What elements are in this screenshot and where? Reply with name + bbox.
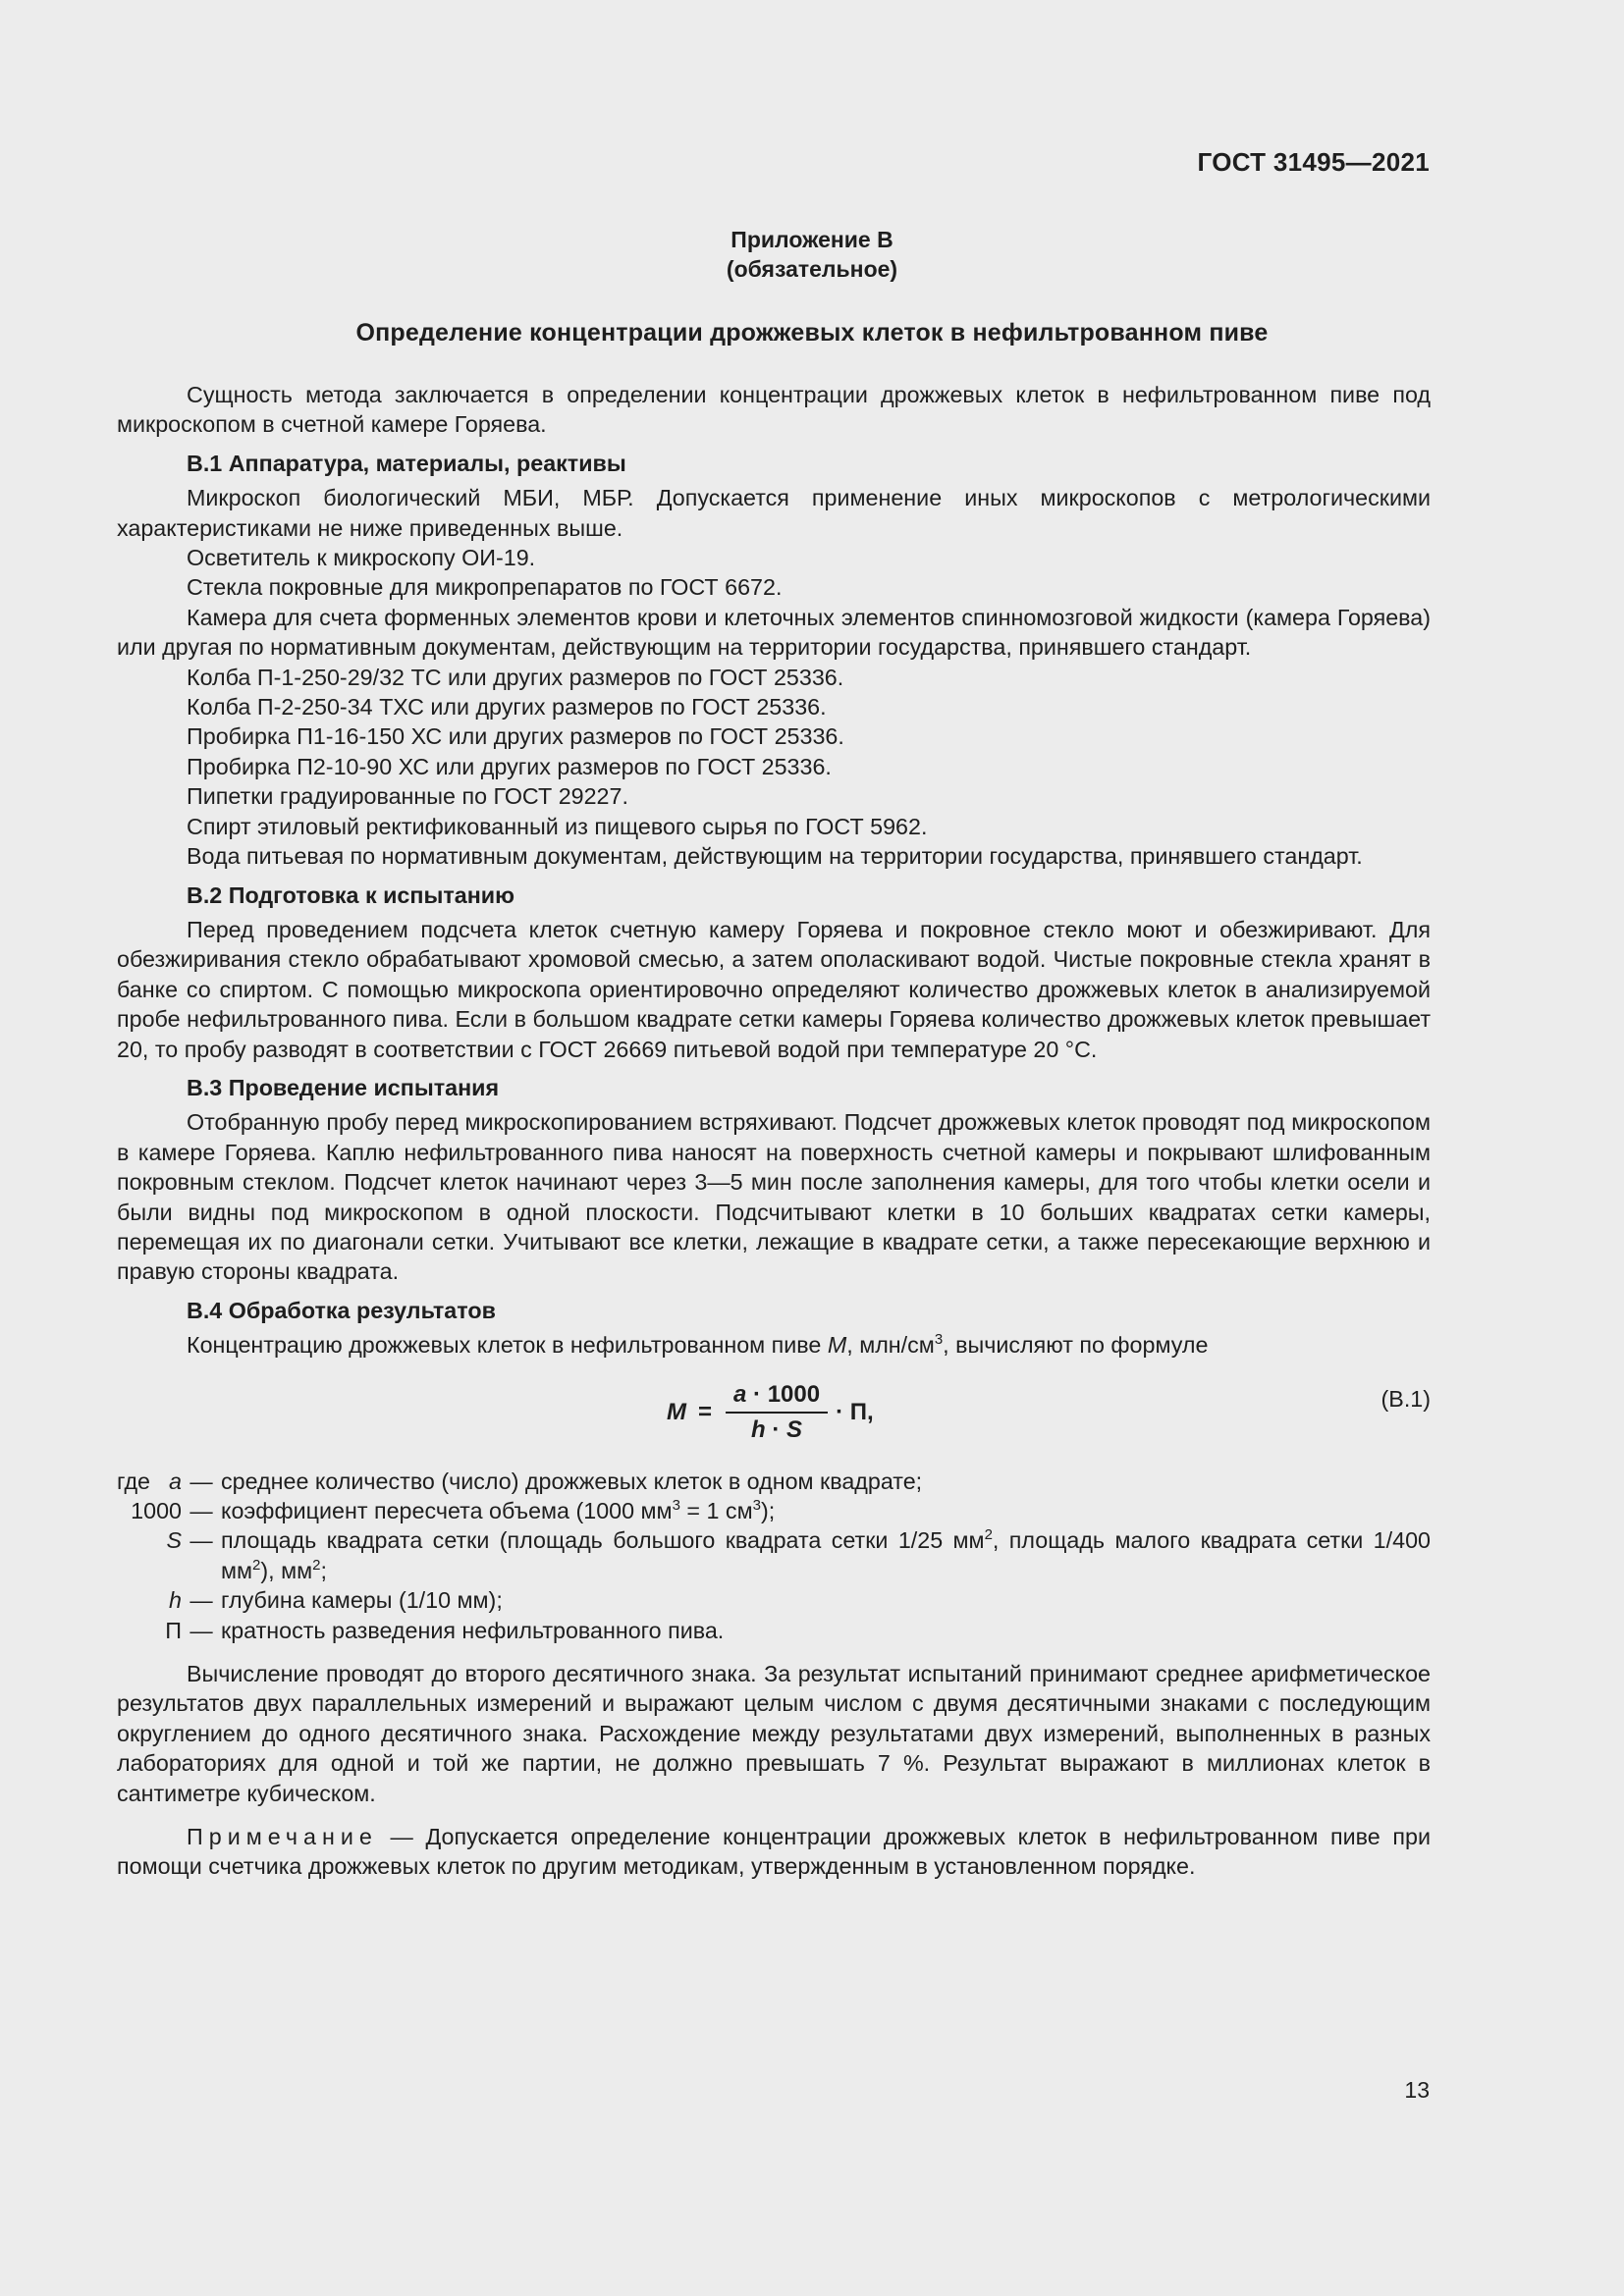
where-symbol: h — [169, 1587, 182, 1614]
page-number: 13 — [1404, 2077, 1430, 2103]
b1-item: Стекла покровные для микропрепаратов по ГОСТ 6672. — [187, 574, 783, 601]
b1-item: Вода питьевая по нормативным документам, действующим на территории государства, принявшего стандарт. — [187, 843, 1363, 870]
intro-paragraph: Сущность метода заключается в определении концентрации дрожжевых клеток в нефильтрованном пиве под микроскопом в счетной камере Горяева. — [117, 382, 1431, 438]
b1-item: Пипетки градуированные по ГОСТ 29227. — [187, 783, 628, 810]
fraction-denominator: h · S — [751, 1416, 803, 1443]
formula-lhs: M — [667, 1398, 686, 1425]
note-paragraph: Примечание — Допускается определение концентрации дрожжевых клеток в нефильтрованном пиве при помощи счетчика дрожжевых клеток по другим методикам, утвержденным в установленном порядке. — [117, 1824, 1431, 1880]
formula-fraction — [726, 1380, 828, 1446]
heading-b4: В.4 Обработка результатов — [187, 1297, 496, 1323]
annex-heading — [0, 225, 1624, 284]
where-symbol: a — [169, 1468, 182, 1494]
formula-row — [117, 1380, 1431, 1461]
b1-item: Колба П-2-250-34 ТХС или других размеров по ГОСТ 25336. — [187, 694, 827, 721]
where-symbol: 1000 — [131, 1498, 182, 1523]
where-row: S — площадь квадрата сетки (площадь большого квадрата сетки 1/25 $мм^2$, площадь малого квадрата сетки 1/400 $мм^2$), $мм^2$; — [117, 1525, 1431, 1585]
result-paragraph: Вычисление проводят до второго десятичного знака. За результат испытаний принимают среднее арифметическое результатов двух параллельных измерений и выражают целым числом с двумя десятичными знаками с последующим округлением до одного десятичного знака. Расхождение между результатами двух измерений, выполненных в разных лабораториях для одной и той же партии, не должно превышать 7 %. Результат выражают в миллионах клеток в сантиметре кубическом. — [117, 1661, 1431, 1806]
where-row: где a — среднее количество (число) дрожжевых клеток в одном квадрате; — [117, 1467, 1431, 1496]
b2-paragraph: Перед проведением подсчета клеток счетную камеру Горяева и покровное стекло моют и обезжиривают. Для обезжиривания стекло обрабатывают хромовой смесью, а затем ополаскивают водой. Чистые покровные стекла хранят в банке со спиртом. С помощью микроскопа ориентировочно определяют количество дрожжевых клеток в анализируемой пробе нефильтрованного пива. Если в большом квадрате сетки камеры Горяева количество дрожжевых клеток превышает 20, то пробу разводят в соответствии с ГОСТ 26669 питьевой водой при температуре 20 °С. — [117, 916, 1431, 1062]
where-desc: кратность разведения нефильтрованного пива. — [221, 1617, 725, 1643]
b1-item: Пробирка П1-16-150 ХС или других размеров по ГОСТ 25336. — [187, 723, 844, 750]
heading-b3: В.3 Проведение испытания — [187, 1074, 500, 1100]
b1-item: Спирт этиловый ректификованный из пищевого сырья по ГОСТ 5962. — [187, 813, 928, 839]
heading-b1: В.1 Аппаратура, материалы, реактивы — [187, 450, 626, 476]
b4-lead: Концентрацию дрожжевых клеток в нефильтрованном пиве М, млн/$см^3$, вычисляют по формуле — [187, 1331, 1209, 1359]
b3-paragraph: Отобранную пробу перед микроскопированием встряхивают. Подсчет дрожжевых клеток проводят под микроскопом в камере Горяева. Каплю нефильтрованного пива наносят на поверхность счетной камеры и покрывают шлифованным покровным стеклом. Подсчет клеток начинают через 3—5 мин после заполнения камеры, для того чтобы клетки осели и были видны под микроскопом в одной плоскости. Подсчитывают клетки в 10 больших квадратах сетки камеры, перемещая их по диагонали сетки. Учитывают все клетки, лежащие в квадрате сетки, а также пересекающие верхнюю и правую стороны квадрата. — [117, 1109, 1431, 1285]
formula-tail: · П, — [836, 1398, 874, 1425]
where-symbol: S — [166, 1527, 182, 1554]
b1-item: Осветитель к микроскопу ОИ-19. — [187, 545, 536, 571]
b1-item: Колба П-1-250-29/32 ТС или других размеров по ГОСТ 25336. — [187, 664, 844, 690]
fraction-numerator: a · 1000 — [726, 1380, 828, 1414]
where-desc: среднее количество (число) дрожжевых клеток в одном квадрате; — [221, 1468, 923, 1494]
where-symbol: П — [165, 1617, 182, 1643]
note-label: Примечание — [187, 1824, 378, 1850]
where-desc: коэффициент пересчета объема (1000 $мм^3 = 1$ $см^3$); — [221, 1497, 776, 1523]
equation-number: (В.1) — [1380, 1385, 1431, 1412]
where-list — [117, 1467, 1431, 1645]
document-id: ГОСТ 31495—2021 — [1197, 147, 1430, 177]
where-row: h — глубина камеры (1/10 мм); — [117, 1585, 1431, 1615]
b1-item: Камера для счета форменных элементов крови и клеточных элементов спинномозговой жидкости (камера Горяева) или другая по нормативным документам, действующим на территории государства, принявшего стандарт. — [117, 604, 1431, 661]
heading-b2: В.2 Подготовка к испытанию — [187, 881, 515, 908]
where-desc: глубина камеры (1/10 мм); — [221, 1587, 503, 1614]
formula-equals: = — [698, 1398, 713, 1425]
where-word: где — [117, 1468, 151, 1494]
where-row: П — кратность разведения нефильтрованного пива. — [117, 1616, 1431, 1645]
b1-item: Пробирка П2-10-90 ХС или других размеров по ГОСТ 25336. — [187, 753, 832, 779]
document-body — [117, 380, 1431, 1882]
section-title: Определение концентрации дрожжевых клеток в нефильтрованном пиве — [355, 319, 1269, 347]
where-desc: площадь квадрата сетки (площадь большого квадрата сетки 1/25 $мм^2$, площадь малого квадрата сетки 1/400 $мм^2$), $мм^2$; — [221, 1526, 1431, 1583]
annex-title: Приложение В — [731, 227, 893, 252]
where-row: 1000 — коэффициент пересчета объема (1000 $мм^3 = 1$ $см^3$); — [117, 1496, 1431, 1525]
formula — [667, 1380, 874, 1446]
b1-item: Микроскоп биологический МБИ, МБР. Допускается применение иных микроскопов с метрологическими характеристиками не ниже приведенных выше. — [117, 485, 1431, 541]
lead-variable: М — [827, 1332, 847, 1359]
annex-status: (обязательное) — [726, 256, 898, 282]
